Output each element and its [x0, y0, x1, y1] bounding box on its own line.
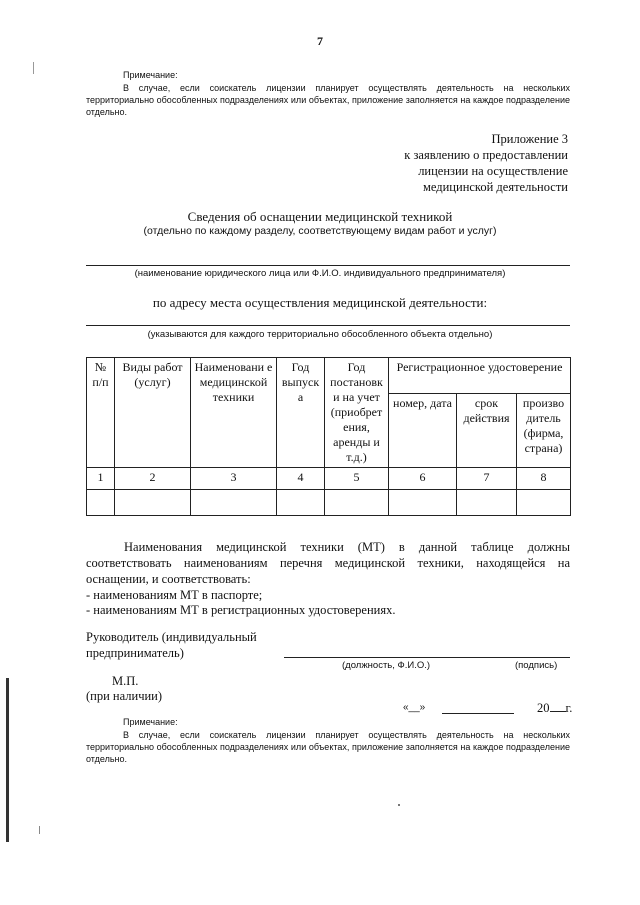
- empty-cell: [115, 490, 191, 516]
- col-header-works: Виды работ (услуг): [115, 358, 191, 468]
- note-top-text: В случае, если соискатель лицензии планирует осуществлять деятельность на нескольких территориально обособленных подразделениях или объектах, приложение заполняется на каждое подразделение отдельно.: [86, 83, 570, 117]
- head-label-line-2: предприниматель): [86, 646, 184, 660]
- scan-dot-mark: [39, 826, 40, 834]
- address-heading: по адресу места осуществления медицинской деятельности:: [152, 295, 488, 310]
- scan-margin-mark: [6, 678, 9, 842]
- col-header-equipment-name: Наименовани е медицинской техники: [191, 358, 277, 468]
- col-header-year: Год выпуск а: [277, 358, 325, 468]
- empty-cell: [87, 490, 115, 516]
- empty-cell: [457, 490, 517, 516]
- date-year: [537, 700, 572, 716]
- date-year-suffix: г.: [565, 701, 573, 715]
- index-cell: 2: [115, 468, 191, 490]
- col-header-reg-cert: Регистрационное удостоверение: [389, 358, 571, 394]
- empty-cell: [277, 490, 325, 516]
- table-index-row: [87, 468, 571, 490]
- date-year-prefix: 20: [537, 701, 550, 715]
- head-label-line-1: Руководитель (индивидуальный: [86, 630, 257, 644]
- index-cell: 6: [389, 468, 457, 490]
- bullet-reg-cert: - наименованиям МТ в регистрационных удостоверениях.: [86, 603, 396, 617]
- table-empty-row: [87, 490, 571, 516]
- col-header-reg-maker: произво дитель (фирма, страна): [517, 394, 571, 468]
- date-month-line: [442, 713, 514, 714]
- document-title: Сведения об оснащении медицинской техникой: [187, 209, 453, 224]
- col-header-reg-term: срок действия: [457, 394, 517, 468]
- empty-cell: [325, 490, 389, 516]
- note-bottom-text: В случае, если соискатель лицензии планирует осуществлять деятельность на нескольких территориально обособленных подразделениях или объектах, приложение заполняется на каждое подразделение отдельно.: [86, 730, 570, 764]
- appendix-line-4: медицинской деятельности: [422, 180, 568, 194]
- note-top-label: Примечание:: [123, 70, 178, 80]
- index-cell: 4: [277, 468, 325, 490]
- appendix-line-1: Приложение 3: [491, 132, 568, 146]
- body-paragraph: Наименования медицинской техники (МТ) в данной таблице должны соответствовать наименованиям перечня медицинской техники, находящейся на оснащении, и соответствовать:: [86, 540, 570, 586]
- document-subtitle: (отдельно по каждому разделу, соответствующему видам работ и услуг): [143, 225, 497, 237]
- bullet-passport: - наименованиям МТ в паспорте;: [86, 588, 263, 602]
- index-cell: 3: [191, 468, 277, 490]
- index-cell: 1: [87, 468, 115, 490]
- entity-fill-line: [86, 265, 570, 266]
- page-number: 7: [317, 34, 323, 48]
- signature-caption: (подпись): [515, 660, 558, 671]
- equipment-table: [86, 357, 571, 516]
- scan-dot-mark: [398, 804, 400, 806]
- entity-caption: (наименование юридического лица или Ф.И.О. индивидуального предпринимателя): [134, 268, 506, 279]
- appendix-heading: [404, 131, 568, 195]
- empty-cell: [517, 490, 571, 516]
- appendix-line-2: к заявлению о предоставлении: [404, 148, 568, 162]
- index-cell: 5: [325, 468, 389, 490]
- scan-dot-mark: [33, 62, 34, 74]
- empty-cell: [389, 490, 457, 516]
- appendix-line-3: лицензии на осуществление: [418, 164, 568, 178]
- position-caption: (должность, Ф.И.О.): [342, 660, 431, 671]
- empty-cell: [191, 490, 277, 516]
- date-year-blank: [550, 700, 566, 712]
- note-bottom-label: Примечание:: [123, 717, 178, 727]
- date-day-quote: «__»: [403, 702, 426, 713]
- index-cell: 7: [457, 468, 517, 490]
- col-header-reg-number: номер, дата: [389, 394, 457, 468]
- address-fill-line: [86, 325, 570, 326]
- stamp-label: М.П.: [112, 674, 139, 688]
- col-header-registered: Год постановк и на учет (приобрет ения, аренды и т.д.): [325, 358, 389, 468]
- index-cell: 8: [517, 468, 571, 490]
- signature-fill-line: [284, 657, 570, 658]
- stamp-note: (при наличии): [86, 689, 163, 703]
- col-header-num: № п/п: [87, 358, 115, 468]
- address-caption: (указываются для каждого территориально обособленного объекта отдельно): [147, 329, 493, 340]
